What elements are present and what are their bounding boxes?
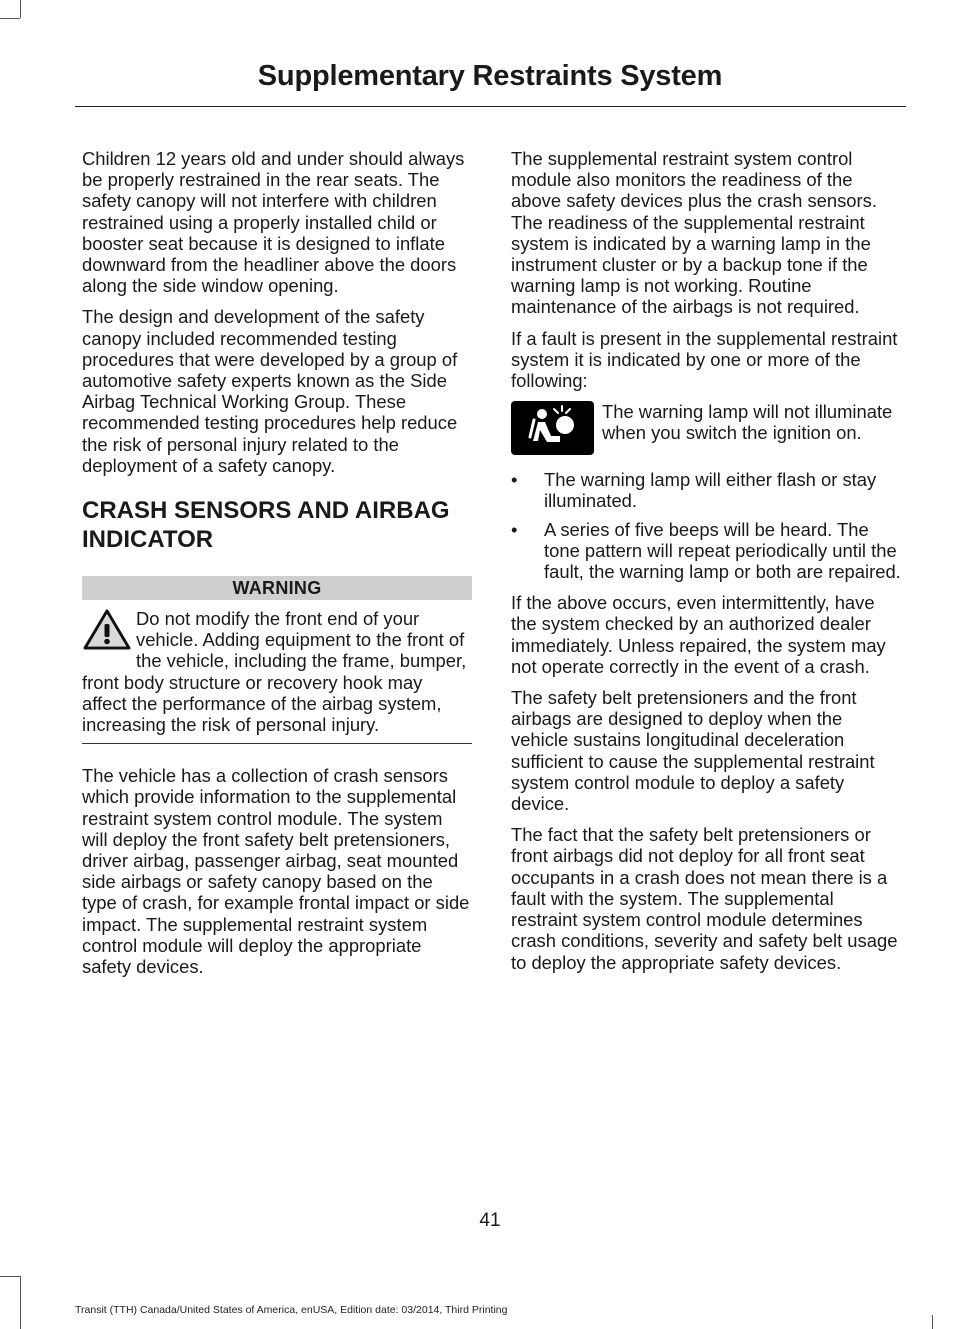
warning-text: Do not modify the front end of your vehicle. Adding equipment to the front of the vehicle, including the frame, bumper, front body structure or recovery hook may affect the performance of the airbag system, increasing the risk of personal injury. bbox=[82, 608, 467, 736]
crash-sensors-paragraph: The vehicle has a collection of crash sensors which provide information to the supplemental restraint system control module. The system will deploy the front safety belt pretensioners, driver airbag, passenger airbag, seat mounted side airbags or safety canopy based on the type of crash, for example frontal impact or side impact. The supplemental restraint system control module will deploy the appropriate safety devices. bbox=[82, 765, 470, 978]
warning-triangle-icon bbox=[82, 608, 132, 652]
warning-lamp-text: The warning lamp will not illuminate when you switch the ignition on. bbox=[602, 401, 893, 444]
fault-bullet-list bbox=[511, 469, 901, 582]
canopy-testing-paragraph: The design and development of the safety canopy included recommended testing procedures that were developed by a group of automotive safety experts known as the Side Airbag Technical Working Group. These recommended testing procedures help reduce the risk of personal injury related to the deployment of a safety canopy. bbox=[82, 306, 458, 476]
crop-mark-bottom-right bbox=[932, 1315, 933, 1329]
bullet-text: The warning lamp will either flash or stay illuminated. bbox=[544, 469, 877, 512]
page-number: 41 bbox=[479, 1210, 501, 1231]
bullet-symbol: • bbox=[511, 518, 518, 540]
section-heading: CRASH SENSORS AND AIRBAG INDICATOR bbox=[82, 497, 450, 554]
warning-lamp-row bbox=[511, 401, 901, 455]
no-deploy-paragraph: The fact that the safety belt pretensioners or front airbags did not deploy for all front seat occupants in a crash does not mean there is a fault with the system. The supplemental restraint system control module determines crash conditions, severity and safety belt usage to deploy the appropriate safety devices. bbox=[511, 824, 898, 973]
bullet-text: A series of five beeps will be heard. The tone pattern will repeat periodically until the fault, the warning lamp or both are repaired. bbox=[544, 518, 901, 583]
readiness-paragraph: The supplemental restraint system control module also monitors the readiness of the above safety devices plus the crash sensors. The readiness of the supplemental restraint system is indicated by a warning lamp in the instrument cluster or by a backup tone if the warning lamp is not working. Routine maintenance of the airbags is not required. bbox=[511, 148, 877, 318]
crop-mark-top-left-horizontal bbox=[0, 18, 20, 19]
warning-label: WARNING bbox=[82, 576, 472, 600]
crop-mark-top-left-vertical bbox=[20, 0, 21, 18]
dealer-check-paragraph: If the above occurs, even intermittently, have the system checked by an authorized dealer immediately. Unless repaired, the system may not operate correctly in the event of a crash. bbox=[511, 592, 886, 677]
deploy-conditions-paragraph: The safety belt pretensioners and the front airbags are designed to deploy when the vehicle sustains longitudinal deceleration sufficient to cause the supplemental restraint system control module to deploy a safety device. bbox=[511, 687, 875, 815]
right-column bbox=[511, 148, 901, 983]
airbag-warning-lamp-icon bbox=[511, 401, 594, 455]
warning-box bbox=[82, 608, 472, 735]
footer-edition-info: Transit (TTH) Canada/United States of America, enUSA, Edition date: 03/2014, Third Printing bbox=[75, 1304, 508, 1316]
crop-mark-bottom-left-vertical bbox=[20, 1276, 21, 1329]
fault-intro-paragraph: If a fault is present in the supplemental restraint system it is indicated by one or more of the following: bbox=[511, 327, 898, 392]
crop-mark-bottom-left-horizontal bbox=[0, 1276, 20, 1277]
left-column bbox=[82, 148, 472, 987]
header-divider bbox=[75, 106, 906, 107]
list-item bbox=[511, 519, 901, 583]
list-item bbox=[511, 469, 901, 511]
page-title: Supplementary Restraints System bbox=[257, 60, 723, 92]
canopy-children-paragraph: Children 12 years old and under should always be properly restrained in the rear seats. The safety canopy will not interfere with children restrained using a properly installed child or booster seat because it is designed to inflate downward from the headliner above the doors along the side window opening. bbox=[82, 148, 465, 297]
bullet-symbol: • bbox=[511, 469, 518, 491]
warning-divider bbox=[82, 743, 472, 744]
